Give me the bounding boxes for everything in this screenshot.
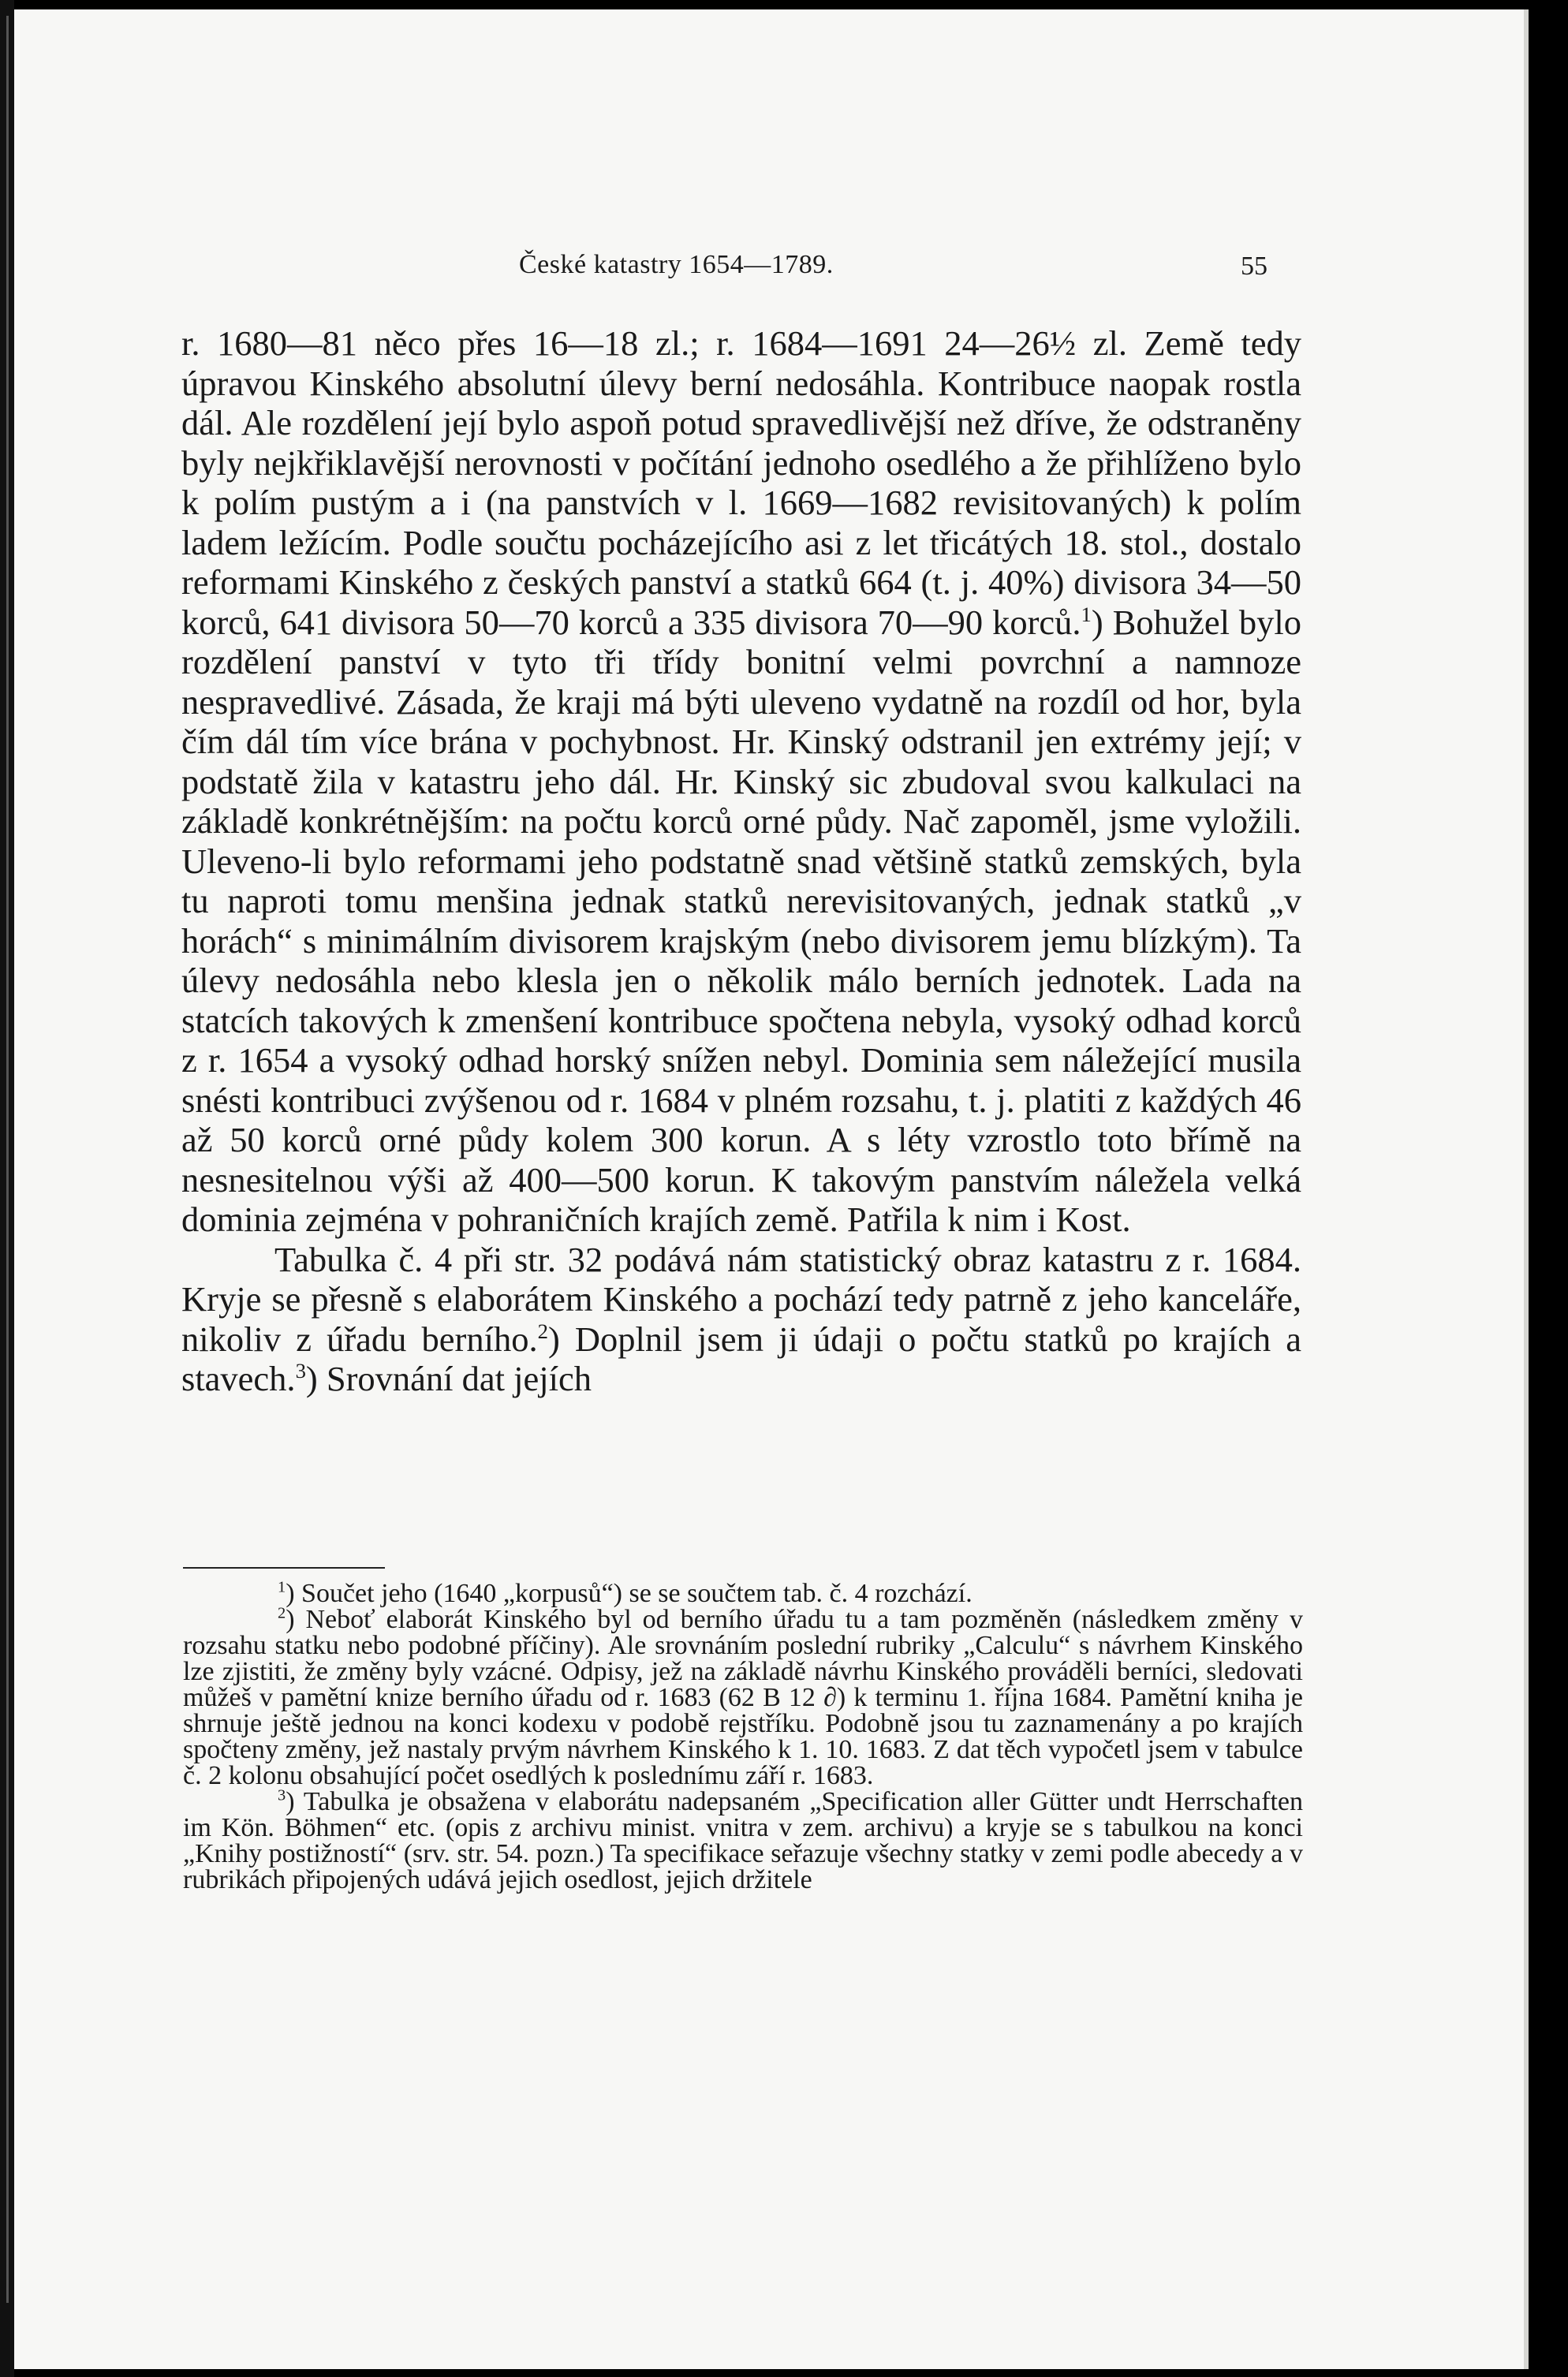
- main-text: [181, 323, 1301, 1399]
- footnote-text: Součet jeho (1640 „korpusů“) se se součtem tab. č. 4 rozchází.: [294, 1579, 973, 1608]
- scan-artifact-line: [6, 16, 9, 2303]
- footnote-mark: 2: [278, 1604, 286, 1622]
- footnote: $^2$) Neboť elaborát Kinského byl od berního úřadu tu a tam pozměněn (následkem změny v rozsahu statku nebo podobné příčiny). Ale srovnáním poslední rubriky „Calculu“ s návrhem Kinského lze zjistiti, že změny byly vzácné. Odpisy, jež na základě návrhu Kinského prováděli berníci, sledovati můžeš v pamětní knize berního úřadu od r. 1683 (62 B 12 ∂) k terminu 1. října 1684. Pamětní kniha je shrnuje ještě jednou na konci kodexu v podobě rejstříku. Podobně jsou tu zaznamenány a po krajích spočteny změny, jež nastaly prvým návrhem Kinského k 1. 10. 1683. Z dat těch vypočetl jsem v tabulce č. 2 kolonu obsahující počet osedlých k poslednímu září r. 1683.: [183, 1604, 1303, 1790]
- paragraph: Tabulka č. 4 při str. 32 podává nám statistický obraz katastru z r. 1684. Kryje se přesně s elaborátem Kinského a pochází tedy patrně z jeho kanceláře, nikoliv z úřadu berního.$^2$) Doplnil jsem ji údaji o počtu statků po krajích a stavech.$^3$) Srovnání dat jejích: [181, 1239, 1301, 1398]
- paragraph-text: r. 1680—81 něco přes 16—18 zl.; r. 1684—1691 24—26½ zl. Země tedy úpravou Kinského absolutní úlevy berní nedosáhla. Kontribuce naopak rostla dál. Ale rozdělení její bylo aspoň potud spravedlivější než dříve, že odstraněny byly nejkřiklavější nerovnosti v počítání jednoho osedlého a že přihlíženo bylo k polím pustým a i (na panstvích v l. 1669—1682 revisitovaných) k polím ladem ležícím. Podle součtu pocházejícího asi z let třicátých 18. stol., dostalo reformami Kinského z českých panství a statků 664 (t. j. 40%) divisora 34—50 korců, 641 divisora 50—70 korců a 335 divisora 70—90 korců.: [181, 323, 1301, 642]
- paragraph: r. 1680—81 něco přes 16—18 zl.; r. 1684—1691 24—26½ zl. Země tedy úpravou Kinského absolutní úlevy berní nedosáhla. Kontribuce naopak rostla dál. Ale rozdělení její bylo aspoň potud spravedlivější než dříve, že odstraněny byly nejkřiklavější nerovnosti v počítání jednoho osedlého a že přihlíženo bylo k polím pustým a i (na panstvích v l. 1669—1682 revisitovaných) k polím ladem ležícím. Podle součtu pocházejícího asi z let třicátých 18. stol., dostalo reformami Kinského z českých panství a statků 664 (t. j. 40%) divisora 34—50 korců, 641 divisora 50—70 korců a 335 divisora 70—90 korců.$^1$) Bohužel bylo rozdělení panství v tyto tři třídy bonitní velmi povrchní a namnoze nespravedlivé. Zásada, že kraji má býti uleveno vydatně na rozdíl od hor, byla čím dál tím více brána v pochybnost. Hr. Kinský odstranil jen extrémy její; v podstatě žila v katastru jeho dál. Hr. Kinský sic zbudoval svou kalkulaci na základě konkrétnějším: na počtu korců orné půdy. Nač zapoměl, jsme vyložili. Uleveno-li bylo reformami jeho podstatně snad většině statků zemských, byla tu naproti tomu menšina jednak statků nerevisitovaných, jednak statků „v horách“ s minimálním divisorem krajským (nebo divisorem jemu blízkým). Ta úlevy nedosáhla nebo klesla jen o několik málo berních jednotek. Lada na statcích takových k zmenšení kontribuce spočtena nebyla, vysoký odhad korců z r. 1654 a vysoký odhad horský snížen nebyl. Dominia sem náležející musila snésti kontribuci zvýšenou od r. 1684 v plném rozsahu, t. j. platiti z každých 46 až 50 korců orné půdy kolem 300 korun. A s léty vzrostlo toto břímě na nesnesitelnou výši až 400—500 korun. K takovým panstvím náležela velká dominia zejména v pohraničních krajích země. Patřila k nim i Kost.: [181, 323, 1301, 1239]
- footnote-ref: 1: [1081, 602, 1092, 626]
- footnote: $^1$) Součet jeho (1640 „korpusů“) se se součtem tab. č. 4 rozchází.: [278, 1578, 973, 1608]
- footnote-mark: 3: [278, 1786, 286, 1804]
- footnote-text: Neboť elaborát Kinského byl od berního úřadu tu a tam pozměněn (následkem změny v rozsahu statku nebo podobné příčiny). Ale srovnáním poslední rubriky „Calculu“ s návrhem Kinského lze zjistiti, že změny byly vzácné. Odpisy, jež na základě návrhu Kinského prováděli berníci, sledovati můžeš v pamětní knize berního úřadu od r. 1683 (62 B 12 ∂) k terminu 1. října 1684. Pamětní kniha je shrnuje ještě jednou na konci kodexu v podobě rejstříku. Podobně jsou tu zaznamenány a po krajích spočteny změny, jež nastaly prvým návrhem Kinského k 1. 10. 1683. Z dat těch vypočetl jsem v tabulce č. 2 kolonu obsahující počet osedlých k poslednímu září r. 1683.: [183, 1605, 1303, 1790]
- paragraph-text: Tabulka č. 4 při str. 32 podává nám statistický obraz katastru z r. 1684. Kryje se přesně s elaborátem Kinského a pochází tedy patrně z jeho kanceláře, nikoliv z úřadu berního.: [181, 1239, 1301, 1359]
- footnotes: [183, 1580, 1303, 1893]
- paragraph-text: Bohužel bylo rozdělení panství v tyto tři třídy bonitní velmi povrchní a namnoze nespravedlivé. Zásada, že kraji má býti uleveno vydatně na rozdíl od hor, byla čím dál tím více brána v pochybnost. Hr. Kinský odstranil jen extrémy její; v podstatě žila v katastru jeho dál. Hr. Kinský sic zbudoval svou kalkulaci na základě konkrétnějším: na počtu korců orné půdy. Nač zapoměl, jsme vyložili. Uleveno-li bylo reformami jeho podstatně snad většině statků zemských, byla tu naproti tomu menšina jednak statků nerevisitovaných, jednak statků „v horách“ s minimálním divisorem krajským (nebo divisorem jemu blízkým). Ta úlevy nedosáhla nebo klesla jen o několik málo berních jednotek. Lada na statcích takových k zmenšení kontribuce spočtena nebyla, vysoký odhad korců z r. 1654 a vysoký odhad horský snížen nebyl. Dominia sem náležející musila snésti kontribuci zvýšenou od r. 1684 v plném rozsahu, t. j. platiti z každých 46 až 50 korců orné půdy kolem 300 korun. A s léty vzrostlo toto břímě na nesnesitelnou výši až 400—500 korun. K takovým panstvím náležela velká dominia zejména v pohraničních krajích země. Patřila k nim i Kost.: [181, 602, 1301, 1239]
- footnote-text: Tabulka je obsažena v elaborátu nadepsaném „Specification aller Gütter undt Herrschaften im Kön. Böhmen“ etc. (opis z archivu minist. vnitra v zem. archivu) a kryje se s tabulkou na konci „Knihy postižností“ (srv. str. 54. pozn.) Ta specifikace seřazuje všechny statky v zemi podle abecedy a v rubrikách připojených udává jejich osedlost, jejich držitele: [183, 1787, 1303, 1894]
- footnote-divider: [183, 1567, 385, 1569]
- page-header: [14, 250, 1529, 289]
- footnote-ref: 3: [295, 1359, 306, 1383]
- paragraph-text: Srovnání dat jejích: [317, 1359, 592, 1398]
- book-page: [14, 9, 1529, 2369]
- footnote-ref: 2: [537, 1319, 548, 1343]
- footnote: $^3$) Tabulka je obsažena v elaborátu nadepsaném „Specification aller Gütter undt Herrschaften im Kön. Böhmen“ etc. (opis z archivu minist. vnitra v zem. archivu) a kryje se s tabulkou na konci „Knihy postižností“ (srv. str. 54. pozn.) Ta specifikace seřazuje všechny statky v zemi podle abecedy a v rubrikách připojených udává jejich osedlost, jejich držitele: [183, 1786, 1303, 1894]
- running-title: České katastry 1654—1789.: [519, 250, 834, 279]
- paragraph-text: Doplnil jsem ji údaji o počtu statků po krajích a stavech.: [181, 1319, 1301, 1398]
- footnote-mark: 1: [278, 1578, 286, 1596]
- page-number: 55: [1241, 252, 1267, 281]
